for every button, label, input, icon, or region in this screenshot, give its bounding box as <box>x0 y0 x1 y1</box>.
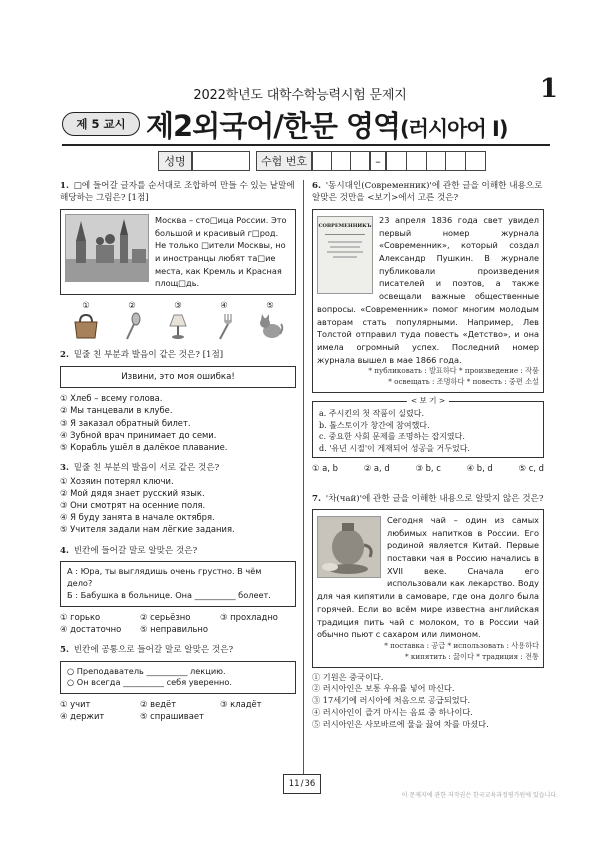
question-prompt: □에 들어갈 글자를 순서대로 조합하여 만들 수 있는 낱말에 해당하는 그림은? [1점] <box>60 181 295 204</box>
session-badge: 제 5 교시 <box>62 112 140 136</box>
option-2[interactable]: ② серьёзно <box>140 611 191 622</box>
q4-options <box>60 611 296 635</box>
bogi-item: a. 주시킨의 첫 작품이 실렸다. <box>319 408 425 418</box>
q7-vocabulary: * поставка : 공급 * использовать : 사용하다 * кипятить : 끓이다 * традиция : 전통 <box>384 640 539 661</box>
question-number: 3. <box>60 463 69 474</box>
question-number: 4. <box>60 545 69 556</box>
q6-passage: 23 апреля 1836 года свет увидел первый номер журнала «Современник», который создал Александр Пушкин. В журнале публиковали произведения писателей и поэтов, а также освещали важные общественные вопросы. «Современник» помог многим молодым авторам стать популярными. Например, Лев Толстой отправил туда повесть «Детство», и она имела огромный успех. Последний номер журнала вышел в мае 1866 года. <box>317 214 539 365</box>
question-number: 1. <box>60 181 69 191</box>
option-1[interactable]: ① Хлеб – всему голова. <box>60 393 163 404</box>
q7-passage-box <box>312 509 544 668</box>
option-5[interactable]: ⑤ спрашивает <box>140 711 204 722</box>
question-3 <box>60 462 296 535</box>
q6-options <box>312 462 544 474</box>
subject-main: 제2외국어/한문 영역 <box>146 109 400 143</box>
subject-title <box>146 104 507 145</box>
option-1[interactable]: ① 기원은 중국이다. <box>312 671 384 682</box>
option-2[interactable]: ② Мой дядя знает русский язык. <box>60 487 205 498</box>
q5-box <box>60 661 296 695</box>
question-1 <box>60 180 296 340</box>
question-prompt: 빈칸에 공통으로 들어갈 말로 알맞은 것은? <box>73 645 234 656</box>
option-4[interactable]: ④ <box>204 299 244 340</box>
sentence-line: ○ Преподаватель __________ лекцию. <box>67 665 226 676</box>
option-5[interactable]: ⑤ Корабль ушёл в далёкое плавание. <box>60 441 228 452</box>
option-4[interactable]: ④ b, d <box>466 463 493 474</box>
spoon-icon <box>117 312 147 340</box>
dialogue-line: Б : Бабушка в больнице. Она __________ болеет. <box>67 589 271 600</box>
column-divider <box>303 180 304 775</box>
cat-icon <box>255 312 285 340</box>
option-3[interactable]: ③ кладёт <box>220 699 262 710</box>
q1-passage: Москва – сто□ица России. Это большой и красивый г□род. Не только □ители Москвы, но и иностранцы любят та□ие места, как Кремль и Красная площ□дь. <box>155 214 287 289</box>
right-column <box>312 180 544 740</box>
exam-number-dash: – <box>370 151 386 171</box>
option-5[interactable]: ⑤ неправильно <box>140 623 208 634</box>
bogi-item: b. 톨스토이가 창간에 참여했다. <box>319 420 430 430</box>
name-field[interactable] <box>192 151 250 171</box>
q7-passage: Сегодня чай – один из самых любимых напитков в России. Его родиной является Китай. Первые поставки чая в Россию начались в XVII веке. Сначала его использовали как лекарство. Воду для чая кипятили в самоваре, где она долго была горячей. Если во всём мире известна английская традиция пить чай с молоком, то в России чай обычно пьют с сахаром или лимоном. <box>317 514 539 640</box>
option-5[interactable]: ⑤ <box>250 299 290 340</box>
exam-number-field-a[interactable] <box>312 151 370 171</box>
exam-title: 2022학년도 대학수학능력시험 문제지 <box>193 88 407 103</box>
option-1[interactable]: ① учит <box>60 699 91 710</box>
footer-page: 11 <box>288 779 300 789</box>
option-3[interactable]: ③ 17세기에 러시아에 처음으로 공급되었다. <box>312 695 471 706</box>
option-1[interactable]: ① a, b <box>312 463 338 474</box>
footer-total: 36 <box>304 779 316 789</box>
question-number: 5. <box>60 645 69 656</box>
q6-vocabulary: * публиковать : 발표하다 * произведение : 작품 * освещать : 조명하다 * повесть : 중편 소설 <box>368 366 539 387</box>
exam-number-field-b[interactable] <box>386 151 486 171</box>
option-5[interactable]: ⑤ 러시아인은 사모바르에 물을 끓여 차를 마셨다. <box>312 719 489 730</box>
copyright-notice: 이 문제지에 관한 저작권은 한국교육과정평가원에 있습니다. <box>401 792 558 799</box>
lamp-icon <box>163 312 193 340</box>
option-2[interactable]: ② 러시아인은 보통 우유를 넣어 마신다. <box>312 683 455 694</box>
option-3[interactable]: ③ <box>158 299 198 340</box>
option-2[interactable]: ② Мы танцевали в клубе. <box>60 405 173 416</box>
left-column <box>60 180 296 732</box>
q1-passage-box <box>60 209 296 295</box>
question-number: 6. <box>312 181 321 191</box>
bogi-box <box>312 395 544 458</box>
option-1[interactable]: ① <box>66 299 106 340</box>
option-4[interactable]: ④ достаточно <box>60 623 122 634</box>
option-3[interactable]: ③ b, c <box>415 463 441 474</box>
option-2[interactable]: ② a, d <box>363 463 390 474</box>
question-prompt: '동시대인(Современник)'에 관한 글을 이해한 내용으로 알맞은 것만을 <보기>에서 고른 것은? <box>312 181 543 204</box>
name-label: 성명 <box>158 151 192 171</box>
option-2[interactable]: ② <box>112 299 152 340</box>
handbag-icon <box>71 312 101 340</box>
q1-options <box>66 299 290 340</box>
question-number: 7. <box>312 493 321 504</box>
bogi-item: d. '유년 시절'이 게재되어 성공을 거두었다. <box>319 443 470 453</box>
q4-dialogue-box <box>60 561 296 607</box>
question-4 <box>60 545 296 636</box>
q5-options <box>60 698 296 722</box>
magazine-cover-title: СОВРЕМЕННИКЪ <box>318 222 372 229</box>
option-4[interactable]: ④ Я буду занята в начале октября. <box>60 512 215 523</box>
option-1[interactable]: ① Хозяин потерял ключи. <box>60 475 174 486</box>
option-2[interactable]: ② ведёт <box>140 699 177 710</box>
option-5[interactable]: ⑤ c, d <box>518 463 544 474</box>
option-3[interactable]: ③ Я заказал обратный билет. <box>60 417 191 428</box>
q2-box: Извини, это моя ошибка! <box>60 366 296 388</box>
header-rule <box>62 144 550 146</box>
option-1[interactable]: ① горько <box>60 611 101 622</box>
option-4[interactable]: ④ Зубной врач принимает до семи. <box>60 429 217 440</box>
q6-passage-box <box>312 209 544 393</box>
question-5 <box>60 644 296 723</box>
kremlin-photo <box>65 214 149 282</box>
option-5[interactable]: ⑤ Учителя задали нам лёгкие задания. <box>60 524 235 535</box>
footer-page-indicator: 11 / 36 <box>283 774 321 794</box>
subject-sub: (러시아어 Ⅰ) <box>399 117 508 141</box>
sentence-line: ○ Он всегда __________ себя уверенно. <box>67 677 233 688</box>
exam-number-label: 수험 번호 <box>256 151 312 171</box>
question-prompt: 밑줄 친 부분의 발음이 서로 같은 것은? <box>73 463 220 474</box>
question-prompt: 빈칸에 들어갈 말로 알맞은 것은? <box>73 545 198 556</box>
option-3[interactable]: ③ прохладно <box>220 611 278 622</box>
tea-samovar-photo <box>317 516 381 578</box>
magazine-cover-image <box>317 216 373 294</box>
dialogue-line: A : Юра, ты выглядишь очень грустно. В чём дело? <box>67 566 262 588</box>
option-4[interactable]: ④ держит <box>60 711 105 722</box>
option-3[interactable]: ③ Они смотрят на осенние поля. <box>60 499 206 510</box>
question-prompt: '차(чай)'에 관한 글을 이해한 내용으로 알맞지 않은 것은? <box>325 493 544 504</box>
question-2 <box>60 349 296 453</box>
question-7 <box>312 493 544 732</box>
question-6 <box>312 180 544 475</box>
question-prompt: 밑줄 친 부분과 발음이 같은 것은? [1점] <box>73 350 224 361</box>
fork-icon <box>209 312 239 340</box>
bogi-item: c. 중요한 사회 문제를 조명하는 잡지였다. <box>319 432 465 442</box>
option-4[interactable]: ④ 러시아인이 즐겨 마시는 음료 중 하나이다. <box>312 707 473 718</box>
bogi-label: < 보 기 > <box>407 396 449 407</box>
question-number: 2. <box>60 350 69 361</box>
page-number: 1 <box>539 74 558 104</box>
